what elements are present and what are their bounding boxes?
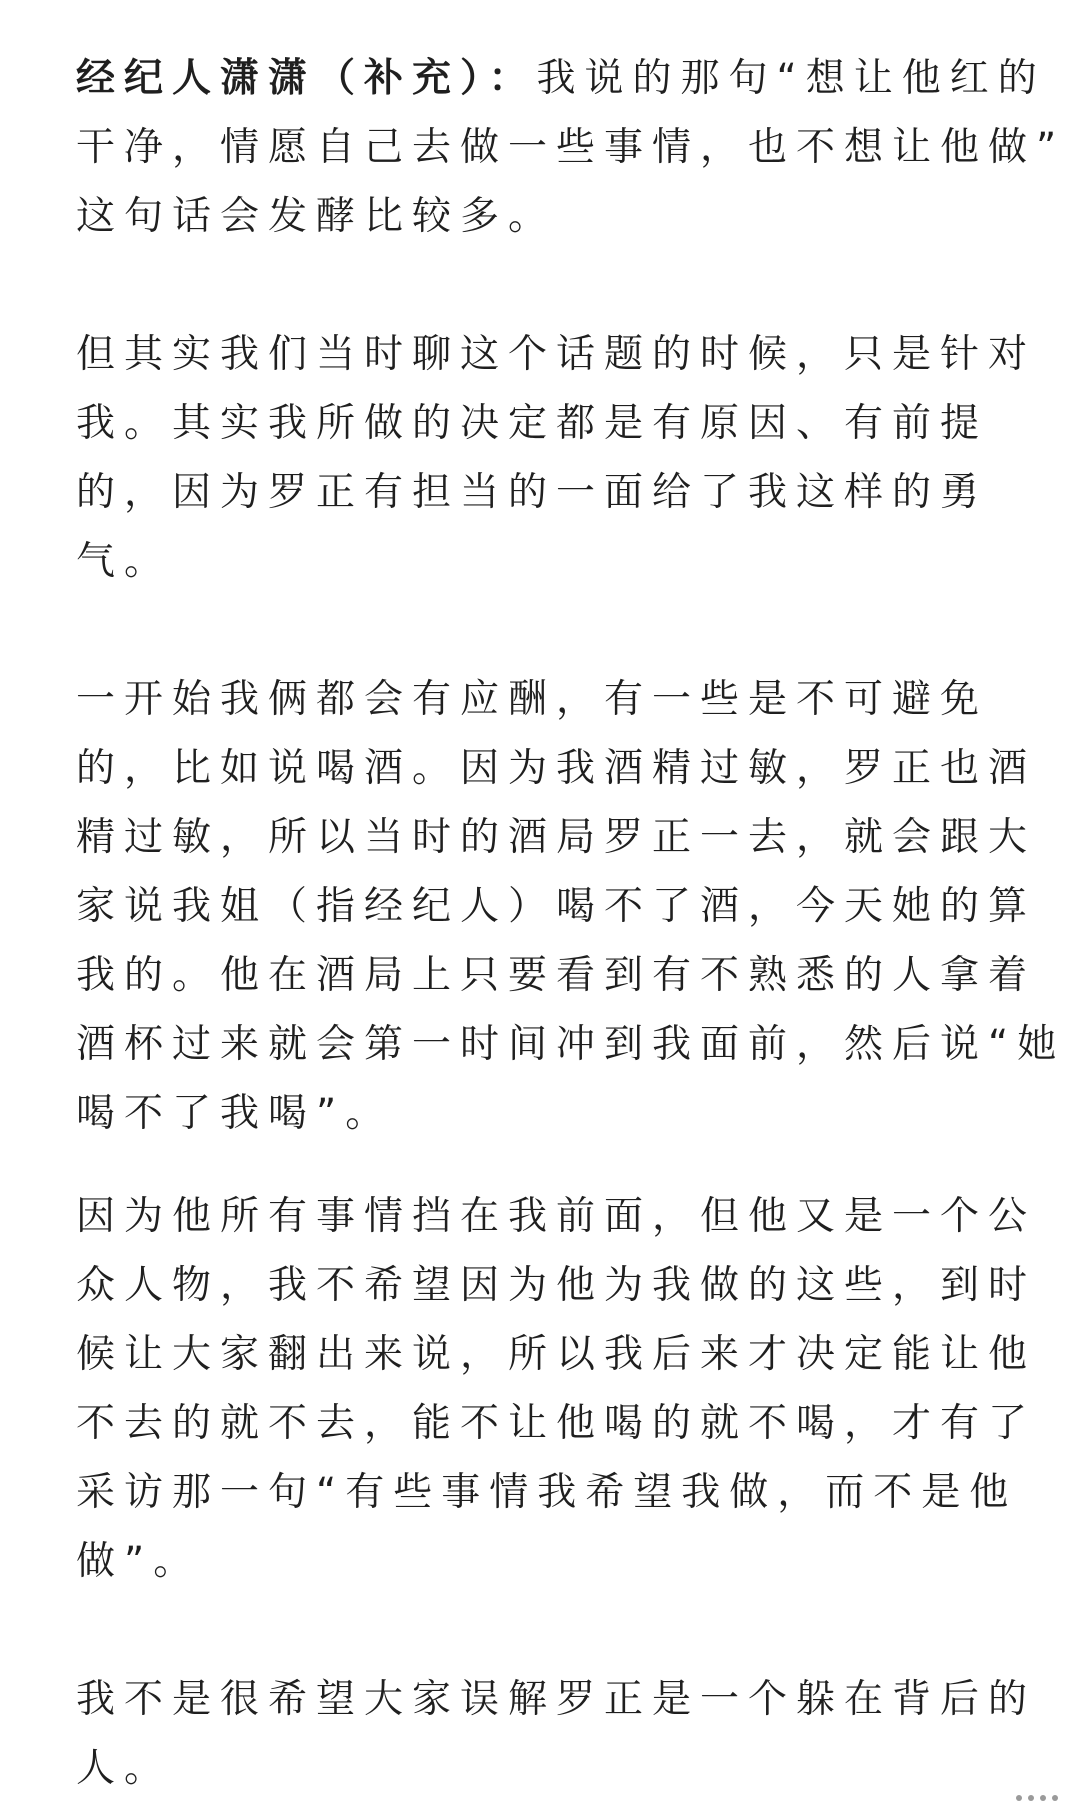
dot [1028, 1795, 1034, 1801]
paragraph-2-line-4: 气。 [76, 539, 173, 584]
more-dots-icon [1016, 1795, 1058, 1801]
dot [1040, 1795, 1046, 1801]
paragraph-1-line-2: 干净，情愿自己去做一些事情，也不想让他做” [76, 125, 1066, 170]
paragraph-5-line-1: 我不是很希望大家误解罗正是一个躲在背后的 [76, 1677, 1037, 1722]
paragraph-5-line-2: 人。 [76, 1746, 173, 1791]
paragraph-3-line-5: 我的。他在酒局上只要看到有不熟悉的人拿着 [76, 953, 1037, 998]
paragraph-2-line-1: 但其实我们当时聊这个话题的时候，只是针对 [76, 332, 1037, 377]
paragraph-gap [76, 1596, 1006, 1665]
paragraph-4-line-5: 采访那一句“有些事情我希望我做，而不是他 [76, 1470, 1018, 1515]
paragraph-3-line-2: 的，比如说喝酒。因为我酒精过敏，罗正也酒 [76, 746, 1037, 791]
paragraph-3-line-1: 一开始我俩都会有应酬，有一些是不可避免 [76, 677, 989, 722]
paragraph-3-line-7: 喝不了我喝”。 [76, 1091, 394, 1136]
paragraph-1-line-3: 这句话会发酵比较多。 [76, 194, 557, 239]
paragraph-2-line-2: 我。其实我所做的决定都是有原因、有前提 [76, 401, 989, 446]
paragraph-3 [76, 665, 1066, 1148]
paragraph-gap [76, 251, 1006, 320]
paragraph-4 [76, 1182, 1037, 1596]
paragraph-4-line-1: 因为他所有事情挡在我前面，但他又是一个公 [76, 1194, 1037, 1239]
paragraph-3-line-4: 家说我姐（指经纪人）喝不了酒，今天她的算 [76, 884, 1037, 929]
paragraph-5 [76, 1665, 1037, 1803]
paragraph-3-line-6: 酒杯过来就会第一时间冲到我面前，然后说“她 [76, 1022, 1066, 1067]
article-body [76, 44, 1066, 1803]
dot [1052, 1795, 1058, 1801]
paragraph-4-line-2: 众人物，我不希望因为他为我做的这些，到时 [76, 1263, 1037, 1308]
paragraph-1 [76, 44, 1066, 251]
paragraph-1-line-1-text: 我说的那句“想让他红的 [536, 56, 1046, 101]
paragraph-4-line-6: 做”。 [76, 1539, 202, 1584]
paragraph-4-line-4: 不去的就不去，能不让他喝的就不喝，才有了 [76, 1401, 1037, 1446]
speaker-label: 经纪人潇潇（补充）： [76, 56, 537, 101]
paragraph-4-line-3: 候让大家翻出来说，所以我后来才决定能让他 [76, 1332, 1037, 1377]
paragraph-2 [76, 320, 1037, 596]
paragraph-3-line-3: 精过敏，所以当时的酒局罗正一去，就会跟大 [76, 815, 1037, 860]
paragraph-gap [76, 596, 1006, 665]
paragraph-gap [76, 1148, 1006, 1182]
paragraph-1-line-1 [76, 44, 1046, 113]
paragraph-2-line-3: 的，因为罗正有担当的一面给了我这样的勇 [76, 470, 989, 515]
dot [1016, 1795, 1022, 1801]
